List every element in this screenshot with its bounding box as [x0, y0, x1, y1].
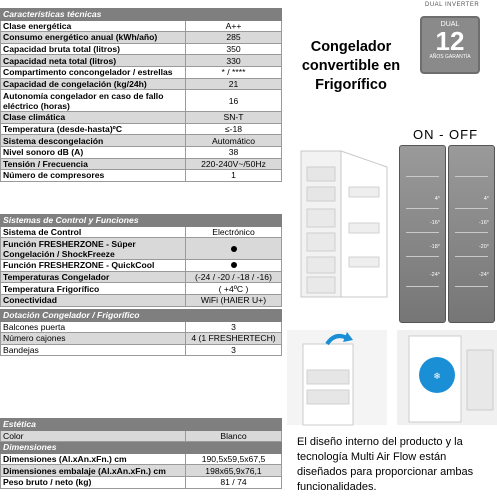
tech-specs-table	[0, 8, 282, 182]
spec-label: Capacidad de congelación (kg/24h)	[1, 78, 186, 90]
spec-label: Sistema descongelación	[1, 135, 186, 147]
product-photos	[287, 330, 497, 430]
spec-value: 4 (1 FRESHERTECH)	[186, 333, 282, 345]
spec-value: Blanco	[186, 430, 282, 442]
spec-value: Automático	[186, 135, 282, 147]
spec-label: Balcones puerta	[1, 321, 186, 333]
spec-label: Conectividad	[1, 294, 186, 306]
badge-top-text: DUAL	[440, 21, 460, 28]
panel-temp-label: -24°	[478, 272, 489, 278]
on-off-label: ON - OFF	[413, 127, 479, 142]
spec-value: SN-T	[186, 112, 282, 124]
spec-value: ≤-18	[186, 123, 282, 135]
spec-label: Función FRESHERZONE - QuickCool	[1, 260, 186, 272]
spec-value: Electrónico	[186, 226, 282, 238]
spec-value: 220-240V~/50Hz	[186, 158, 282, 170]
spec-label: Capacidad neta total (litros)	[1, 55, 186, 67]
control-functions-table	[0, 214, 282, 307]
spec-value	[186, 238, 282, 260]
spec-label: Peso bruto / neto (kg)	[1, 476, 186, 488]
spec-value: 3	[186, 344, 282, 356]
freezer-illustration	[287, 145, 392, 300]
spec-label: Función FRESHERZONE - Súper Congelación / ShockFreeze	[1, 238, 186, 260]
spec-label: Clase energética	[1, 20, 186, 32]
spec-value: 198x65,9x76,1	[186, 465, 282, 477]
spec-label: Clase climática	[1, 112, 186, 124]
promo-headline: Congelador convertible en Frigorífico	[301, 39, 401, 93]
aesthetics-header: Estética	[1, 419, 282, 431]
spec-label: Bandejas	[1, 344, 186, 356]
spec-value: 3	[186, 321, 282, 333]
spec-label: Número de compresores	[1, 170, 186, 182]
spec-label: Temperatura (desde-hasta)ºC	[1, 123, 186, 135]
tech-specs-header: Características técnicas	[1, 9, 282, 21]
panel-temp-label: -20°	[478, 244, 489, 250]
bullet-dot-icon	[231, 246, 237, 252]
warranty-badge	[420, 16, 480, 74]
spec-value: ( +4ºC )	[186, 283, 282, 295]
spec-value: 38	[186, 146, 282, 158]
spec-value: 21	[186, 78, 282, 90]
equipment-header: Dotación Congelador / Frigorífico	[1, 310, 282, 322]
spec-label: Nivel sonoro dB (A)	[1, 146, 186, 158]
description-text: El diseño interno del producto y la tecnología Multi Air Flow están diseñados para proporcionar ambas funcionalidades.	[297, 436, 474, 493]
spec-label: Consumo energético anual (kWh/año)	[1, 32, 186, 44]
panel-temp-label: 4°	[483, 196, 489, 202]
badge-subtext: AÑOS GARANTÍA	[429, 54, 471, 60]
spec-value: * / ****	[186, 66, 282, 78]
inverter-caption: DUAL INVERTER	[425, 2, 480, 8]
spec-label: Sistema de Control	[1, 226, 186, 238]
spec-value: WiFi (HAIER U+)	[186, 294, 282, 306]
spec-label: Dimensiones embalaje (Al.xAn.xFn.) cm	[1, 465, 186, 477]
spec-label: Número cajones	[1, 333, 186, 345]
equipment-table	[0, 309, 282, 356]
badge-number: 12	[435, 26, 465, 56]
control-header: Sistemas de Control y Funciones	[1, 215, 282, 227]
panel-temp-label: -24°	[429, 272, 440, 278]
panel-temp-label: 4°	[434, 196, 440, 202]
spec-value: 190,5x59,5x67,5	[186, 453, 282, 465]
spec-value: 330	[186, 55, 282, 67]
spec-label: Autonomía congelador en caso de fallo eléctrico (horas)	[1, 90, 186, 112]
spec-label: Dimensiones (Al.xAn.xFn.) cm	[1, 453, 186, 465]
spec-value: 16	[186, 90, 282, 112]
spec-value: A++	[186, 20, 282, 32]
control-panel-right	[448, 145, 495, 323]
spec-value: 285	[186, 32, 282, 44]
panel-temp-label: -16°	[429, 220, 440, 226]
spec-value: 1	[186, 170, 282, 182]
control-panel-left	[399, 145, 446, 323]
spec-label: Capacidad bruta total (litros)	[1, 43, 186, 55]
spec-label: Temperaturas Congelador	[1, 271, 186, 283]
spec-value: 350	[186, 43, 282, 55]
spec-label: Compartimento concongelador / estrellas	[1, 66, 186, 78]
spec-value	[186, 260, 282, 272]
panel-temp-label: -18°	[429, 244, 440, 250]
spec-label: Color	[1, 430, 186, 442]
spec-value: (-24 / -20 / -18 / -16)	[186, 271, 282, 283]
bullet-dot-icon	[231, 262, 237, 268]
dimensions-header: Dimensiones	[1, 442, 282, 454]
spec-label: Tensión / Frecuencia	[1, 158, 186, 170]
spec-label: Temperatura Frigorífico	[1, 283, 186, 295]
panel-temp-label: -16°	[478, 220, 489, 226]
aesthetics-table	[0, 418, 282, 489]
svg-text:❄: ❄	[433, 372, 441, 382]
spec-value: 81 / 74	[186, 476, 282, 488]
